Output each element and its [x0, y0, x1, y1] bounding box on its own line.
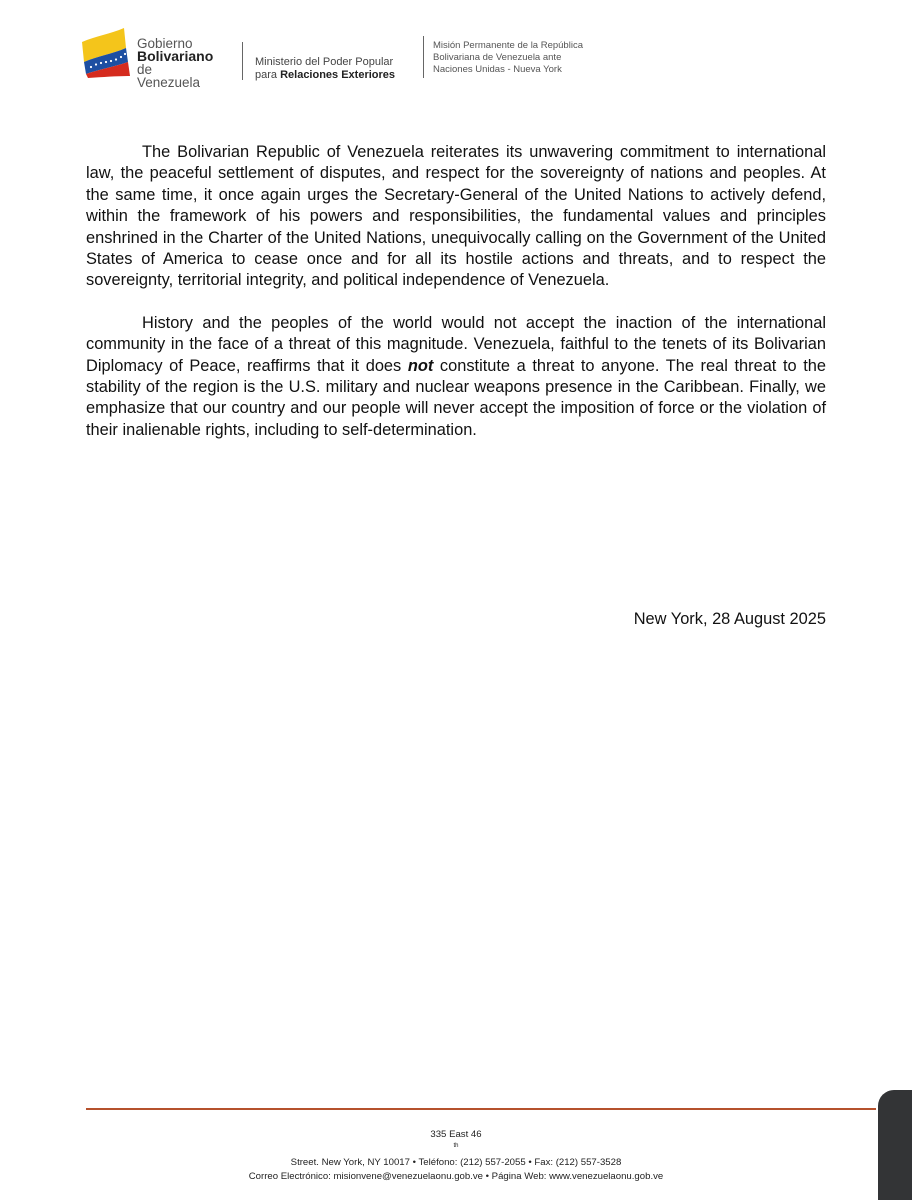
footer-address-sup: th	[453, 1142, 459, 1149]
mission-line-2: Bolivariana de Venezuela ante	[433, 52, 562, 63]
footer-address-end: Street. New York, NY 10017 • Teléfono: (212) 557-2055 • Fax: (212) 557-3528	[290, 1157, 622, 1168]
gob-line-3: de Venezuela	[137, 62, 201, 90]
date-line: New York, 28 August 2025	[633, 610, 826, 628]
footer-rule	[86, 1108, 876, 1110]
paragraph-2-part-2: constitute a threat to anyone. The real threat to the stability of the region is the U.S. military and nuclear weapons presence in the Caribbean. Finally, we emphasize that our country and our people will never accept the imposition of force or the violation of their inalienable rights, including to self-determination.	[86, 356, 826, 439]
header-divider-1	[242, 42, 243, 80]
mission-line-3: Naciones Unidas - Nueva York	[433, 64, 562, 75]
ministry-prefix: para	[255, 68, 281, 81]
header-divider-2	[423, 36, 424, 78]
footer-address-start: 335 East 46	[430, 1129, 482, 1140]
paragraph-2-part-1: History and the peoples of the world would not accept the inaction of the international community in the face of a threat of this magnitude. Venezuela, faithful to the tenets of its Bolivarian Diplomacy of Peace, reaffirms that it does	[86, 313, 826, 375]
letter-body	[86, 142, 826, 462]
ministry-name	[255, 56, 395, 81]
mission-name	[433, 40, 583, 76]
footer-contact	[0, 1128, 912, 1184]
paragraph-2	[86, 313, 826, 441]
ministry-bold: Relaciones Exteriores	[280, 68, 396, 81]
ministry-line-1: Ministerio del Poder Popular	[255, 56, 394, 68]
mission-line-1: Misión Permanente de la República	[433, 40, 583, 51]
gobierno-bolivariano-wordmark	[137, 37, 213, 89]
footer-email-line: Correo Electrónico: misionvene@venezuelaonu.gob.ve • Página Web: www.venezuelaonu.gob.ve	[248, 1171, 664, 1182]
footer-address-line	[0, 1128, 912, 1170]
scroll-handle[interactable]	[878, 1090, 912, 1200]
gob-line-1: Gobierno	[137, 36, 193, 51]
venezuela-flag-logo-icon	[80, 26, 134, 78]
gob-line-2: Bolivariano	[137, 48, 214, 64]
paragraph-2-emphasis: not	[407, 356, 434, 375]
paragraph-1: The Bolivarian Republic of Venezuela reiterates its unwavering commitment to international law, the peaceful settlement of disputes, and respect for the sovereignty of nations and peoples. At the same time, it once again urges the Secretary-General of the United Nations to actively defend, within the framework of his powers and responsibilities, the fundamental values and principles enshrined in the Charter of the United Nations, unequivocally calling on the Government of the United States of America to cease once and for all its hostile actions and threats, and to respect the sovereignty, territorial integrity, and political independence of Venezuela.	[86, 143, 826, 290]
